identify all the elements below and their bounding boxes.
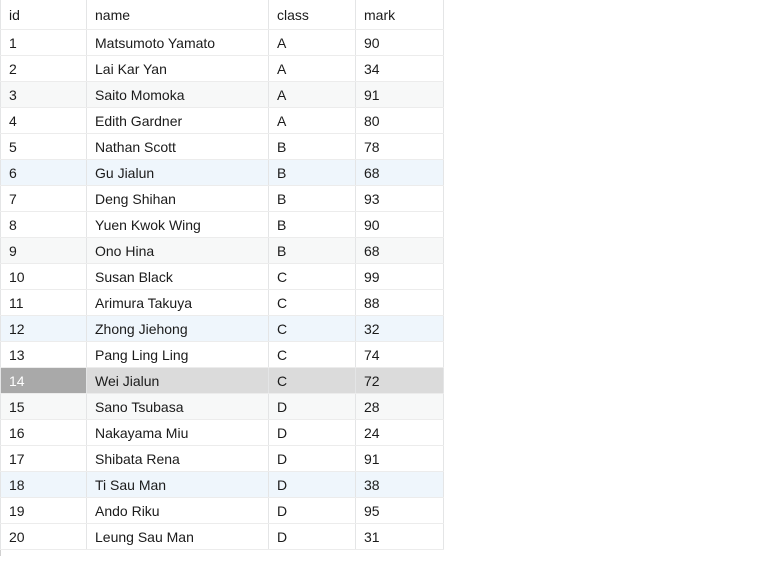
- cell-id[interactable]: 3: [1, 82, 87, 108]
- cell-id[interactable]: 14: [1, 368, 87, 394]
- cell-name[interactable]: Gu Jialun: [87, 160, 269, 186]
- cell-mark[interactable]: 72: [356, 368, 444, 394]
- cell-mark[interactable]: 34: [356, 56, 444, 82]
- table-row[interactable]: [1, 186, 444, 212]
- cell-id[interactable]: 4: [1, 108, 87, 134]
- cell-name[interactable]: Ti Sau Man: [87, 472, 269, 498]
- cell-class[interactable]: A: [269, 82, 356, 108]
- table-row[interactable]: [1, 524, 444, 550]
- cell-mark[interactable]: 90: [356, 212, 444, 238]
- table-row[interactable]: [1, 108, 444, 134]
- table-row[interactable]: [1, 30, 444, 56]
- cell-id[interactable]: 17: [1, 446, 87, 472]
- cell-class[interactable]: D: [269, 472, 356, 498]
- cell-id[interactable]: 19: [1, 498, 87, 524]
- cell-name[interactable]: Pang Ling Ling: [87, 342, 269, 368]
- cell-name[interactable]: Leung Sau Man: [87, 524, 269, 550]
- cell-mark[interactable]: 31: [356, 524, 444, 550]
- cell-class[interactable]: D: [269, 420, 356, 446]
- cell-class[interactable]: D: [269, 446, 356, 472]
- cell-id[interactable]: 18: [1, 472, 87, 498]
- table-row[interactable]: [1, 316, 444, 342]
- cell-id[interactable]: 13: [1, 342, 87, 368]
- cell-mark[interactable]: 91: [356, 446, 444, 472]
- cell-class[interactable]: C: [269, 264, 356, 290]
- cell-mark[interactable]: 68: [356, 238, 444, 264]
- cell-id[interactable]: 12: [1, 316, 87, 342]
- cell-class[interactable]: C: [269, 316, 356, 342]
- table-row[interactable]: [1, 368, 444, 394]
- cell-class[interactable]: C: [269, 290, 356, 316]
- cell-name[interactable]: Ando Riku: [87, 498, 269, 524]
- cell-mark[interactable]: 88: [356, 290, 444, 316]
- cell-name[interactable]: Ono Hina: [87, 238, 269, 264]
- cell-class[interactable]: B: [269, 186, 356, 212]
- cell-mark[interactable]: 99: [356, 264, 444, 290]
- cell-name[interactable]: Nathan Scott: [87, 134, 269, 160]
- cell-mark[interactable]: 68: [356, 160, 444, 186]
- cell-mark[interactable]: 95: [356, 498, 444, 524]
- cell-id[interactable]: 5: [1, 134, 87, 160]
- table-row[interactable]: [1, 56, 444, 82]
- cell-name[interactable]: Sano Tsubasa: [87, 394, 269, 420]
- cell-name[interactable]: Shibata Rena: [87, 446, 269, 472]
- cell-id[interactable]: 2: [1, 56, 87, 82]
- column-header-name[interactable]: name: [87, 0, 269, 30]
- table-row[interactable]: [1, 160, 444, 186]
- table-row[interactable]: [1, 342, 444, 368]
- cell-mark[interactable]: 91: [356, 82, 444, 108]
- cell-name[interactable]: Zhong Jiehong: [87, 316, 269, 342]
- cell-name[interactable]: Wei Jialun: [87, 368, 269, 394]
- cell-name[interactable]: Deng Shihan: [87, 186, 269, 212]
- cell-id[interactable]: 15: [1, 394, 87, 420]
- table-row[interactable]: [1, 238, 444, 264]
- cell-id[interactable]: 7: [1, 186, 87, 212]
- table-row[interactable]: [1, 134, 444, 160]
- cell-class[interactable]: A: [269, 30, 356, 56]
- cell-mark[interactable]: 32: [356, 316, 444, 342]
- table-row[interactable]: [1, 498, 444, 524]
- column-header-mark[interactable]: mark: [356, 0, 444, 30]
- cell-id[interactable]: 20: [1, 524, 87, 550]
- cell-class[interactable]: B: [269, 134, 356, 160]
- column-header-id[interactable]: id: [1, 0, 87, 30]
- cell-class[interactable]: C: [269, 368, 356, 394]
- cell-class[interactable]: D: [269, 524, 356, 550]
- cell-class[interactable]: B: [269, 160, 356, 186]
- cell-class[interactable]: D: [269, 394, 356, 420]
- cell-name[interactable]: Lai Kar Yan: [87, 56, 269, 82]
- cell-name[interactable]: Susan Black: [87, 264, 269, 290]
- table-row[interactable]: [1, 290, 444, 316]
- cell-class[interactable]: D: [269, 498, 356, 524]
- cell-mark[interactable]: 78: [356, 134, 444, 160]
- cell-name[interactable]: Arimura Takuya: [87, 290, 269, 316]
- cell-id[interactable]: 6: [1, 160, 87, 186]
- table-row[interactable]: [1, 394, 444, 420]
- cell-class[interactable]: B: [269, 238, 356, 264]
- table-row[interactable]: [1, 446, 444, 472]
- cell-class[interactable]: A: [269, 108, 356, 134]
- cell-mark[interactable]: 28: [356, 394, 444, 420]
- header-row: [1, 0, 444, 30]
- cell-id[interactable]: 9: [1, 238, 87, 264]
- cell-mark[interactable]: 93: [356, 186, 444, 212]
- cell-mark[interactable]: 24: [356, 420, 444, 446]
- cell-name[interactable]: Matsumoto Yamato: [87, 30, 269, 56]
- cell-id[interactable]: 10: [1, 264, 87, 290]
- cell-id[interactable]: 16: [1, 420, 87, 446]
- cell-name[interactable]: Edith Gardner: [87, 108, 269, 134]
- cell-name[interactable]: Yuen Kwok Wing: [87, 212, 269, 238]
- table-row[interactable]: [1, 420, 444, 446]
- cell-id[interactable]: 11: [1, 290, 87, 316]
- table-row[interactable]: [1, 472, 444, 498]
- column-header-class[interactable]: class: [269, 0, 356, 30]
- cell-mark[interactable]: 38: [356, 472, 444, 498]
- table-row[interactable]: [1, 82, 444, 108]
- cell-mark[interactable]: 74: [356, 342, 444, 368]
- grid-left-border-tail: [0, 550, 1, 556]
- cell-id[interactable]: 1: [1, 30, 87, 56]
- cell-mark[interactable]: 90: [356, 30, 444, 56]
- cell-id[interactable]: 8: [1, 212, 87, 238]
- cell-mark[interactable]: 80: [356, 108, 444, 134]
- cell-class[interactable]: A: [269, 56, 356, 82]
- cell-name[interactable]: Saito Momoka: [87, 82, 269, 108]
- table-row[interactable]: [1, 264, 444, 290]
- cell-class[interactable]: B: [269, 212, 356, 238]
- table-row[interactable]: [1, 212, 444, 238]
- cell-class[interactable]: C: [269, 342, 356, 368]
- cell-name[interactable]: Nakayama Miu: [87, 420, 269, 446]
